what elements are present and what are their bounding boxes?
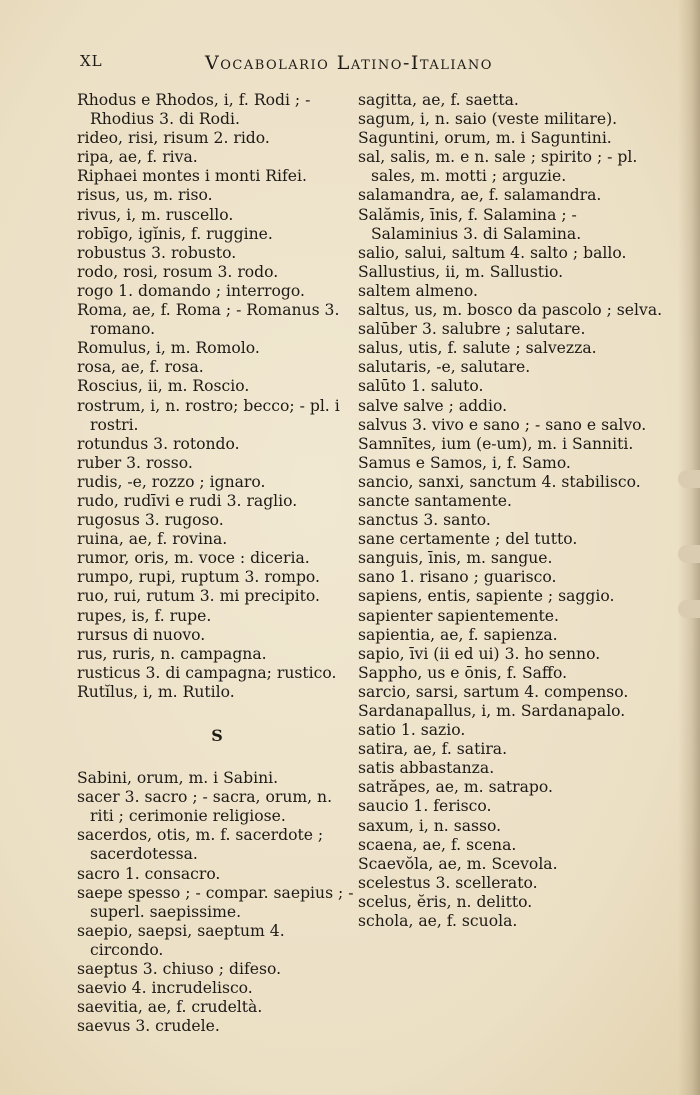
dictionary-entry: sapiens, entis, sapiente ; saggio. (358, 587, 615, 606)
dictionary-entry: Sappho, us e ōnis, f. Saffo. (358, 663, 568, 682)
dictionary-entry: sane certamente ; del tutto. (358, 530, 578, 549)
dictionary-entry: satis abbastanza. (358, 759, 495, 778)
dictionary-entry: salve salve ; addio. (358, 396, 508, 415)
dictionary-entry: rudis, -e, rozzo ; ignaro. (77, 472, 266, 491)
dictionary-entry: scaena, ae, f. scena. (358, 835, 517, 854)
dictionary-entry: sagum, i, n. saio (veste militare). (358, 110, 618, 129)
dictionary-entry: Salămis, īnis, f. Salamina ; - Salaminius 3. di Salamina. (358, 205, 582, 243)
dictionary-entry: sacer 3. sacro ; - sacra, orum, n. riti ; cerimonie religiose. (77, 788, 333, 826)
dictionary-entry: saevitia, ae, f. crudeltà. (77, 998, 263, 1017)
dictionary-entry: sancio, sanxi, sanctum 4. stabilisco. (358, 472, 641, 491)
entries-s-continued (358, 91, 663, 931)
dictionary-entry: Scaevŏla, ae, m. Scevola. (358, 854, 558, 873)
dictionary-entry: rideo, risi, risum 2. rido. (77, 129, 270, 148)
dictionary-entry: ruo, rui, rutum 3. mi precipito. (77, 587, 321, 606)
dictionary-entry: salio, salui, saltum 4. salto ; ballo. (358, 243, 627, 262)
dictionary-entry: saltus, us, m. bosco da pascolo ; selva. (358, 301, 663, 320)
dictionary-entry: satio 1. sazio. (358, 721, 466, 740)
running-header (80, 52, 670, 82)
dictionary-entry: sanctus 3. santo. (358, 511, 491, 530)
dictionary-entry: salamandra, ae, f. salamandra. (358, 186, 602, 205)
dictionary-entry: saeptus 3. chiuso ; difeso. (77, 960, 282, 979)
dictionary-entry: sapio, īvi (ii ed ui) 3. ho senno. (358, 644, 601, 663)
dictionary-entry: sapienter sapientemente. (358, 606, 559, 625)
dictionary-entry: Samnītes, ium (e-um), m. i Sanniti. (358, 434, 634, 453)
dictionary-entry: saevus 3. crudele. (77, 1017, 220, 1036)
dictionary-entry: scelestus 3. scellerato. (358, 873, 538, 892)
page-number: XL (80, 52, 103, 70)
dictionary-entry: Saguntini, orum, m. i Saguntini. (358, 129, 612, 148)
dictionary-entry: Romulus, i, m. Romolo. (77, 339, 260, 358)
dictionary-entry: salus, utis, f. salute ; salvezza. (358, 339, 597, 358)
dictionary-entry: saepio, saepsi, saeptum 4. circondo. (77, 921, 285, 959)
dictionary-entry: Roma, ae, f. Roma ; - Romanus 3. romano. (77, 301, 340, 339)
dictionary-entry: Sabini, orum, m. i Sabini. (77, 769, 279, 788)
dictionary-entry: sancte santamente. (358, 491, 512, 510)
dictionary-entry: rumor, oris, m. voce : diceria. (77, 549, 310, 568)
dictionary-entry: ruber 3. rosso. (77, 453, 193, 472)
running-title: Vocabolario Latino-Italiano (205, 52, 493, 74)
dictionary-entry: saucio 1. ferisco. (358, 797, 492, 816)
dictionary-entry: satrăpes, ae, m. satrapo. (358, 778, 553, 797)
dictionary-entry: saepe spesso ; - compar. saepius ; - superl. saepissime. (77, 883, 354, 921)
dictionary-entry: Riphaei montes i monti Rifei. (77, 167, 307, 186)
dictionary-entry: salutaris, -e, salutare. (358, 358, 531, 377)
dictionary-entry: Roscius, ii, m. Roscio. (77, 377, 250, 396)
dictionary-entry: saxum, i, n. sasso. (358, 816, 502, 835)
dictionary-entry: sacerdos, otis, m. f. sacerdote ; sacerdotessa. (77, 826, 324, 864)
dictionary-entry: ruina, ae, f. rovina. (77, 530, 228, 549)
dictionary-entry: Rhodus e Rhodos, i, f. Rodi ; - Rhodius 3. di Rodi. (77, 91, 311, 129)
dictionary-entry: sal, salis, m. e n. sale ; spirito ; - pl. sales, m. motti ; arguzie. (358, 148, 638, 186)
dictionary-entry: sapientia, ae, f. sapienza. (358, 625, 558, 644)
dictionary-entry: rursus di nuovo. (77, 625, 206, 644)
dictionary-entry: Sardanapallus, i, m. Sardanapalo. (358, 702, 626, 720)
dictionary-entry: schola, ae, f. scuola. (358, 912, 518, 931)
dictionary-entry: salūber 3. salubre ; salutare. (358, 320, 586, 339)
dictionary-entry: saevio 4. incrudelisco. (77, 979, 253, 998)
dictionary-entry: rus, ruris, n. campagna. (77, 644, 267, 663)
dictionary-entry: satira, ae, f. satira. (358, 740, 508, 759)
dictionary-entry: sanguis, īnis, m. sangue. (358, 549, 553, 568)
dictionary-entry: salvus 3. vivo e sano ; - sano e salvo. (358, 415, 647, 434)
dictionary-entry: robustus 3. robusto. (77, 243, 237, 262)
dictionary-entry: sagitta, ae, f. saetta. (358, 91, 519, 109)
dictionary-entry: rumpo, rupi, ruptum 3. rompo. (77, 568, 320, 587)
dictionary-entry: salūto 1. saluto. (358, 377, 484, 396)
dictionary-entry: ripa, ae, f. riva. (77, 148, 198, 167)
dictionary-entry: scelus, ĕris, n. delitto. (358, 892, 533, 911)
dictionary-entry: rotundus 3. rotondo. (77, 434, 240, 453)
dictionary-entry: Rutĭlus, i, m. Rutilo. (77, 682, 235, 701)
section-letter: S (211, 726, 223, 745)
dictionary-entry: rupes, is, f. rupe. (77, 606, 212, 625)
dictionary-entry: rusticus 3. di campagna; rustico. (77, 663, 337, 682)
dictionary-entry: sarcio, sarsi, sartum 4. compenso. (358, 682, 629, 701)
dictionary-entry: rogo 1. domando ; interrogo. (77, 281, 305, 300)
left-column (77, 91, 357, 1036)
right-column (358, 91, 663, 931)
dictionary-entry: Samus e Samos, i, f. Samo. (358, 453, 571, 472)
dictionary-entry: robīgo, igĭnis, f. ruggine. (77, 224, 273, 243)
dictionary-entry: rosa, ae, f. rosa. (77, 358, 204, 377)
dictionary-entry: risus, us, m. riso. (77, 186, 213, 205)
binding-thread (678, 470, 700, 488)
binding-thread (678, 545, 700, 563)
dictionary-entry: rivus, i, m. ruscello. (77, 205, 234, 224)
entries-s (77, 769, 357, 1036)
dictionary-entry: Sallustius, ii, m. Sallustio. (358, 262, 564, 281)
dictionary-entry: sano 1. risano ; guarisco. (358, 568, 557, 587)
entries-r (77, 91, 357, 702)
dictionary-entry: rodo, rosi, rosum 3. rodo. (77, 262, 279, 281)
dictionary-entry: sacro 1. consacro. (77, 864, 221, 883)
dictionary-entry: rugosus 3. rugoso. (77, 511, 224, 530)
dictionary-entry: saltem almeno. (358, 281, 478, 300)
dictionary-entry: rostrum, i, n. rostro; becco; - pl. i rostri. (77, 396, 340, 434)
binding-thread (678, 600, 700, 618)
dictionary-entry: rudo, rudīvi e rudi 3. raglio. (77, 491, 298, 510)
